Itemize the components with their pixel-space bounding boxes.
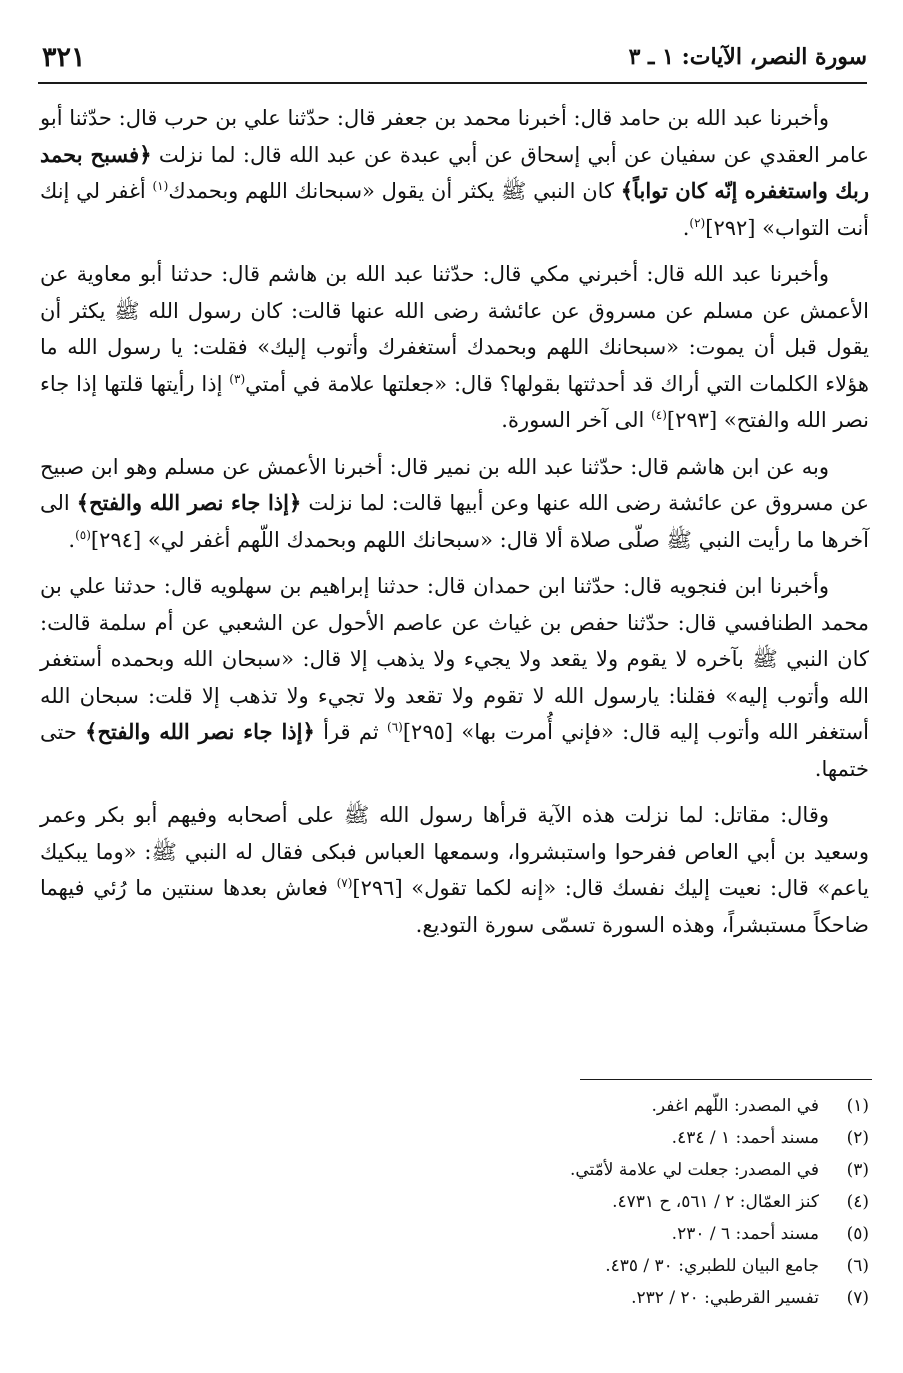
text-segment: حتى ختمها. bbox=[40, 720, 869, 781]
paragraph-2 bbox=[40, 256, 869, 439]
footnote-marker: (٧) bbox=[336, 876, 353, 890]
text-segment: كان النبي ﷺ يكثر أن يقول «سبحانك اللهم وبحمدك bbox=[168, 179, 621, 203]
footnote-number: (٧) bbox=[846, 1288, 869, 1308]
paragraph-1 bbox=[40, 100, 869, 246]
footnote-number: (١) bbox=[846, 1096, 869, 1116]
footnote-number: (٦) bbox=[846, 1256, 869, 1276]
text-segment: ثم قرأ bbox=[314, 720, 388, 744]
quran-verse: ﴿إذا جاء نصر الله والفتح﴾ bbox=[85, 719, 315, 744]
footnotes bbox=[349, 1090, 869, 1314]
footnote-marker: (٥) bbox=[75, 527, 91, 542]
footnote-item bbox=[349, 1090, 869, 1122]
text-segment: الى آخرها ما رأيت النبي ﷺ صلّى صلاة ألا قال: «سبحانك اللهم وبحمدك اللّهم أغفر لي» [٢٩٤] bbox=[40, 491, 869, 552]
text-segment: وبه عن ابن هاشم قال: حدّثنا عبد الله بن نمير قال: أخبرنا الأعمش عن مسلم وهو ابن صبيح عن مسروق عن عائشة رضى الله عنها وعن أبيها قالت: لما نزلت bbox=[40, 454, 869, 515]
footnote-divider bbox=[580, 1079, 872, 1080]
footnote-marker: (١) bbox=[152, 179, 169, 193]
quran-verse: ﴿إذا جاء نصر الله والفتح﴾ bbox=[76, 490, 302, 515]
text-segment: وأخبرنا عبد الله بن حامد قال: أخبرنا محمد بن جعفر قال: حدّثنا علي بن حرب قال: حدّثنا أبو عامر العقدي عن سفيان عن أبي إسحاق عن أبي عبدة عن عبد الله قال: لما نزلت bbox=[40, 106, 869, 167]
footnote-marker: (٦) bbox=[387, 720, 403, 734]
text-segment: وأخبرنا ابن فنجويه قال: حدّثنا ابن حمدان قال: حدثنا إبراهيم بن سهلويه قال: حدثنا علي بن محمد الطنافسي قال: حدّثنا حفص بن غياث عن عاصم الأحول عن الشعبي عن أم سلمة قالت: كان النبي ﷺ بآخره لا يقوم ولا يقعد ولا يجيء ولا يذهب إلا قال: «سبحان الله وبحمده أستغفر الله وأتوب إليه» فقلنا: يارسول الله لا تقوم ولا تقعد ولا تجيء ولا تذهب إلا قلت: سبحان الله أستغفر الله وأتوب إليه قال: «فإني أُمرت بها» [٢٩٥] bbox=[40, 574, 870, 744]
text-segment: وأخبرنا عبد الله قال: أخبرني مكي قال: حدّثنا عبد الله بن هاشم قال: حدثنا أبو معاوية عن الأعمش عن مسلم عن مسروق عن عائشة رضى الله عنها قالت: كان رسول الله ﷺ يكثر أن يقول قبل أن يموت: «سبحانك اللهم وبحمدك أستغفرك وأتوب إليك» فقلت: يا رسول الله ما هؤلاء الكلمات التي أراك قد أحدثتها بقولها؟ قال: «جعلتها علامة في أمتي bbox=[40, 262, 869, 396]
main-text bbox=[40, 100, 869, 953]
footnote-number: (٣) bbox=[846, 1160, 869, 1180]
footnote-item bbox=[349, 1186, 869, 1218]
text-segment: . bbox=[682, 215, 690, 240]
footnote-text: مسند أحمد: ١ / ٤٣٤. bbox=[671, 1128, 819, 1148]
footnote-item bbox=[349, 1122, 869, 1154]
footnote-text: في المصدر: جعلت لي علامة لأمّتي. bbox=[569, 1160, 819, 1180]
footnote-text: مسند أحمد: ٦ / ٢٣٠. bbox=[671, 1224, 819, 1244]
paragraph-3 bbox=[40, 449, 869, 559]
footnote-text: في المصدر: اللّهم اغفر. bbox=[651, 1096, 819, 1116]
footnote-number: (٢) bbox=[846, 1128, 869, 1148]
footnote-number: (٤) bbox=[846, 1192, 869, 1212]
text-segment: أغفر لي إنك أنت التواب» [٢٩٢] bbox=[40, 179, 869, 240]
page-header bbox=[38, 42, 867, 84]
text-segment: فعاش بعدها سنتين ما رُئي فيهما ضاحكاً مستبشراً، وهذه السورة تسمّى سورة التوديع. bbox=[40, 876, 869, 937]
text-segment: . bbox=[68, 527, 76, 552]
quran-verse: ﴿فسبح بحمد ربك واستغفره إنّه كان تواباً﴾ bbox=[40, 141, 869, 203]
footnote-item bbox=[349, 1218, 869, 1250]
footnote-marker: (٣) bbox=[229, 371, 246, 386]
page-number: ٣٢١ bbox=[42, 42, 86, 73]
footnote-item bbox=[349, 1250, 869, 1282]
footnote-item bbox=[349, 1154, 869, 1186]
text-segment: إذا رأيتها قلتها إذا جاء نصر الله والفتح» [٢٩٣] bbox=[40, 371, 869, 432]
footnote-text: جامع البيان للطبري: ٣٠ / ٤٣٥. bbox=[605, 1256, 819, 1276]
paragraph-5 bbox=[40, 797, 869, 943]
footnote-text: تفسير القرطبي: ٢٠ / ٢٣٢. bbox=[631, 1288, 819, 1308]
text-segment: وقال: مقاتل: لما نزلت هذه الآية قرأها رسول الله ﷺ على أصحابه وفيهم أبو بكر وعمر وسعيد بن أبي العاص ففرحوا واستبشروا، وسمعها العباس فبكى فقال له النبي ﷺ: «وما يبكيك ياعم» قال: نعيت إليك نفسك قال: «إنه لكما تقول» [٢٩٦] bbox=[40, 803, 869, 900]
footnote-text: كنز العمّال: ٢ / ٥٦١، ح ٤٧٣١. bbox=[612, 1192, 819, 1212]
footnote-number: (٥) bbox=[846, 1224, 869, 1244]
paragraph-4 bbox=[40, 568, 869, 787]
running-title: سورة النصر، الآيات: ١ ـ ٣ bbox=[628, 44, 867, 70]
footnote-marker: (٤) bbox=[651, 408, 667, 422]
text-segment: الى آخر السورة. bbox=[501, 408, 652, 432]
footnote-marker: (٢) bbox=[689, 215, 706, 230]
footnote-item bbox=[349, 1282, 869, 1314]
